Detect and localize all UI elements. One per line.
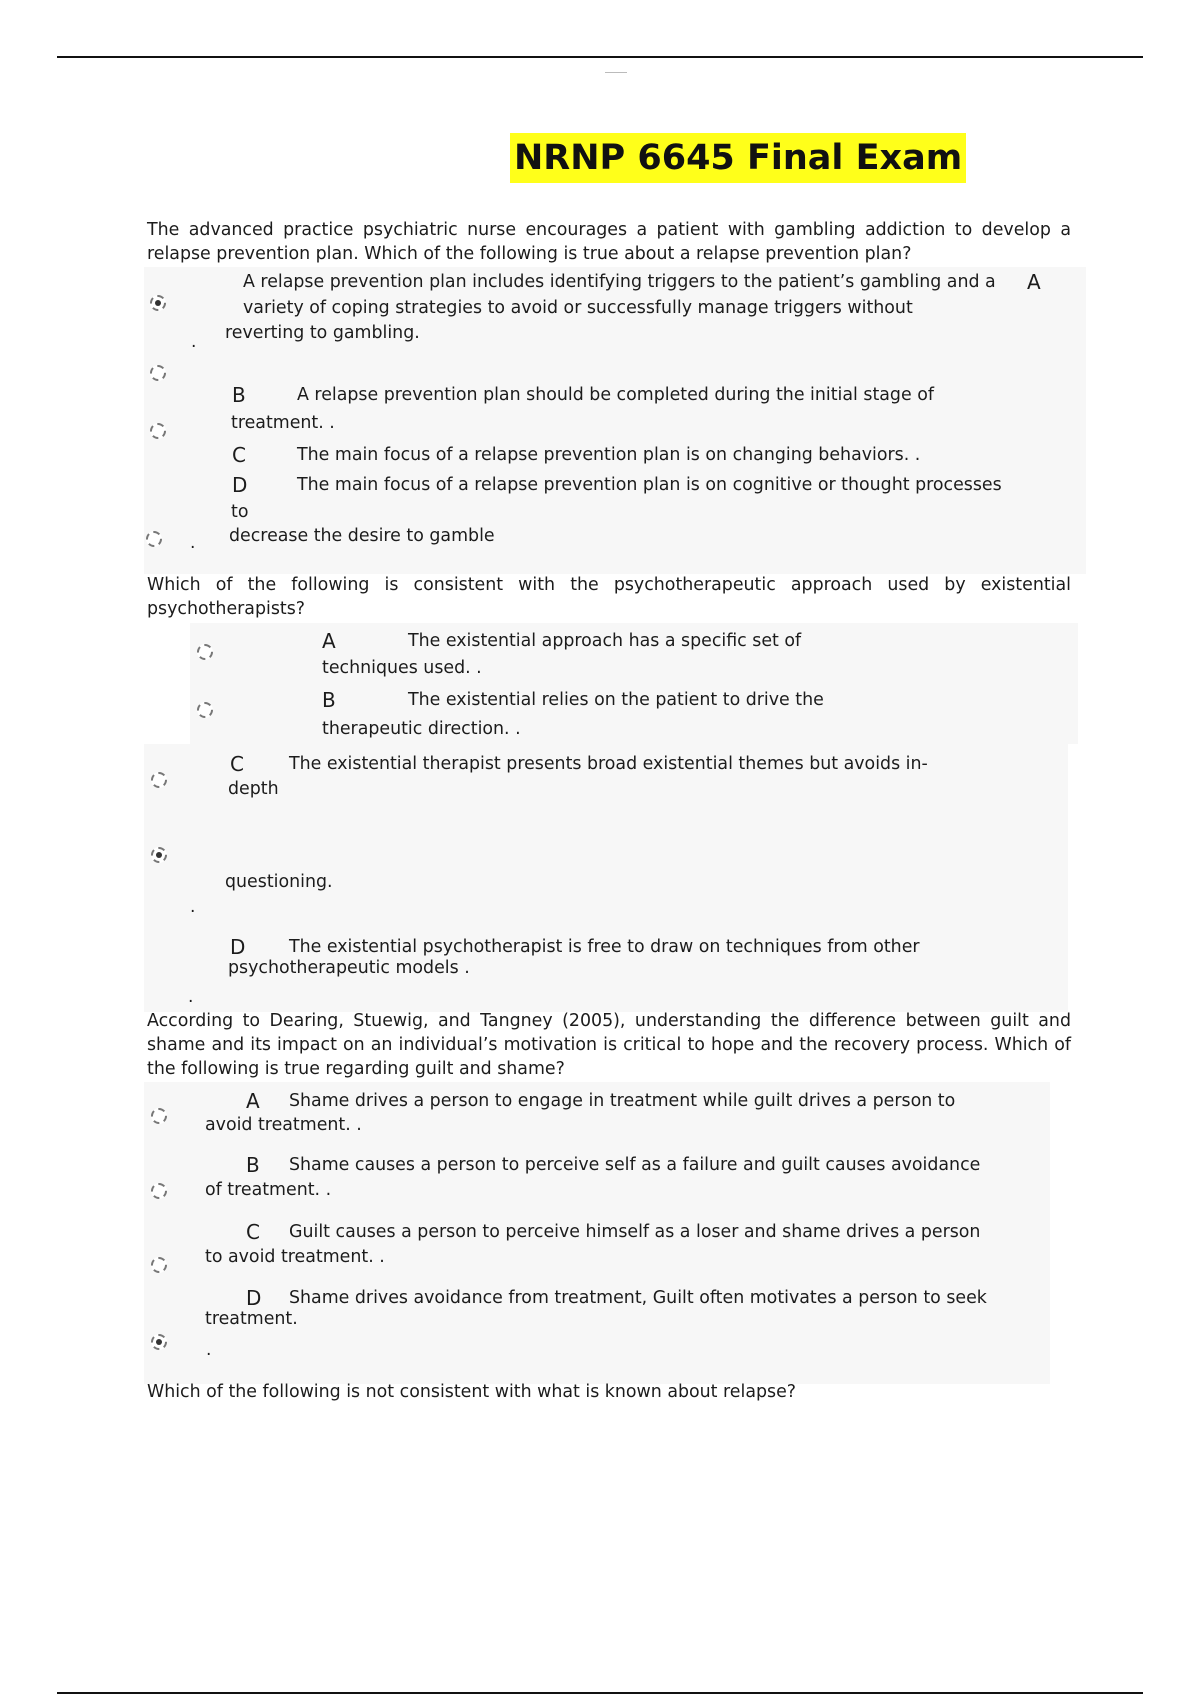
q1-option-d-radio[interactable] (146, 531, 162, 547)
q2-option-d-letter: D (230, 935, 246, 959)
q1-option-a-text-line1: A relapse prevention plan includes identifying triggers to the patient’s gambling and a (243, 272, 996, 292)
q1-option-b-letter: B (232, 383, 246, 407)
q2-option-c-text-line3: questioning. (225, 872, 333, 892)
page-title: NRNP 6645 Final Exam (510, 133, 966, 183)
q2-option-c-text-line1: The existential therapist presents broad existential themes but avoids in- (289, 754, 928, 774)
q1-option-b-text-line1: A relapse prevention plan should be completed during the initial stage of (297, 385, 934, 405)
q1-option-d-dot: . (190, 533, 196, 553)
q3-option-d-dot: . (206, 1340, 212, 1360)
q1-option-d-text-line1: The main focus of a relapse prevention plan is on cognitive or thought processes (297, 475, 1002, 495)
q1-option-c-radio[interactable] (150, 423, 166, 439)
q3-option-b-text-line2: of treatment. . (205, 1180, 332, 1200)
q2-option-a-text-line1: The existential approach has a specific set of (408, 631, 802, 651)
q1-option-a-text-line2: variety of coping strategies to avoid or successfully manage triggers without (243, 298, 913, 318)
q2-option-b-text-line1: The existential relies on the patient to drive the (408, 690, 824, 710)
q3-option-b-radio[interactable] (151, 1183, 167, 1199)
q3-option-a-text-line1: Shame drives a person to engage in treatment while guilt drives a person to (289, 1091, 956, 1111)
q2-option-b-text-line2: therapeutic direction. . (322, 719, 521, 739)
q2-option-a-radio[interactable] (197, 644, 213, 660)
question-3-text: According to Dearing, Stuewig, and Tangney (2005), understanding the difference between guilt and shame and its impact on an individual’s motivation is critical to hope and the recovery process. Which of the following is true regarding guilt and shame? (147, 1011, 1071, 1079)
header-mark (605, 72, 627, 73)
q1-option-d-letter: D (232, 473, 248, 497)
q2-option-c-dot: . (190, 897, 196, 917)
q1-option-d-text-line3: decrease the desire to gamble (229, 526, 495, 546)
q1-option-c-text-line1: The main focus of a relapse prevention plan is on changing behaviors. . (297, 445, 921, 465)
q3-option-d-text-line1: Shame drives avoidance from treatment, Guilt often motivates a person to seek (289, 1288, 987, 1308)
q3-option-d-letter: D (246, 1286, 262, 1310)
question-4-text: Which of the following is not consistent with what is known about relapse? (147, 1382, 797, 1402)
q2-option-d-text-line1: The existential psychotherapist is free to draw on techniques from other (289, 937, 920, 957)
q3-option-c-letter: C (246, 1220, 260, 1244)
q3-option-a-radio[interactable] (151, 1108, 167, 1124)
q3-option-c-radio[interactable] (151, 1257, 167, 1273)
top-rule (57, 56, 1143, 58)
q3-option-c-text-line1: Guilt causes a person to perceive himself as a loser and shame drives a person (289, 1222, 981, 1242)
q3-option-a-letter: A (246, 1089, 260, 1113)
q2-option-a-letter: A (322, 629, 336, 653)
q3-option-b-letter: B (246, 1153, 260, 1177)
q2-option-d-dot: . (188, 987, 194, 1007)
q2-option-a-text-line2: techniques used. . (322, 658, 482, 678)
q2-option-b-radio[interactable] (197, 702, 213, 718)
q1-option-c-letter: C (232, 443, 246, 467)
q2-option-b-letter: B (322, 688, 336, 712)
q1-option-a-letter: A (1027, 270, 1041, 294)
bottom-rule (57, 1692, 1143, 1694)
q3-option-c-text-line2: to avoid treatment. . (205, 1247, 385, 1267)
q1-option-b-text-line2: treatment. . (231, 413, 335, 433)
q3-option-d-text-line2: treatment. (205, 1309, 298, 1329)
q1-option-a-text-line3: reverting to gambling. (225, 323, 420, 343)
q3-option-b-text-line1: Shame causes a person to perceive self as a failure and guilt causes avoidance (289, 1155, 981, 1175)
q2-option-c-letter: C (230, 752, 244, 776)
q1-option-b-radio[interactable] (150, 365, 166, 381)
q2-option-d-text-line2: psychotherapeutic models . (228, 958, 470, 978)
q3-option-a-text-line2: avoid treatment. . (205, 1115, 362, 1135)
q2-option-c-radio[interactable] (151, 772, 167, 788)
q2-option-c-text-line2: depth (228, 779, 279, 799)
q2-option-c-selected-radio[interactable] (151, 847, 167, 863)
q1-option-a-dot: . (191, 332, 197, 352)
question-2-text: Which of the following is consistent with the psychotherapeutic approach used by existential psychotherapists? (147, 575, 1071, 619)
q1-option-a-radio[interactable] (150, 295, 166, 311)
question-1-text: The advanced practice psychiatric nurse encourages a patient with gambling addiction to develop a relapse prevention plan. Which of the following is true about a relapse prevention plan? (147, 220, 1071, 264)
q3-option-d-radio[interactable] (151, 1334, 167, 1350)
q1-option-d-text-line2: to (231, 502, 249, 522)
